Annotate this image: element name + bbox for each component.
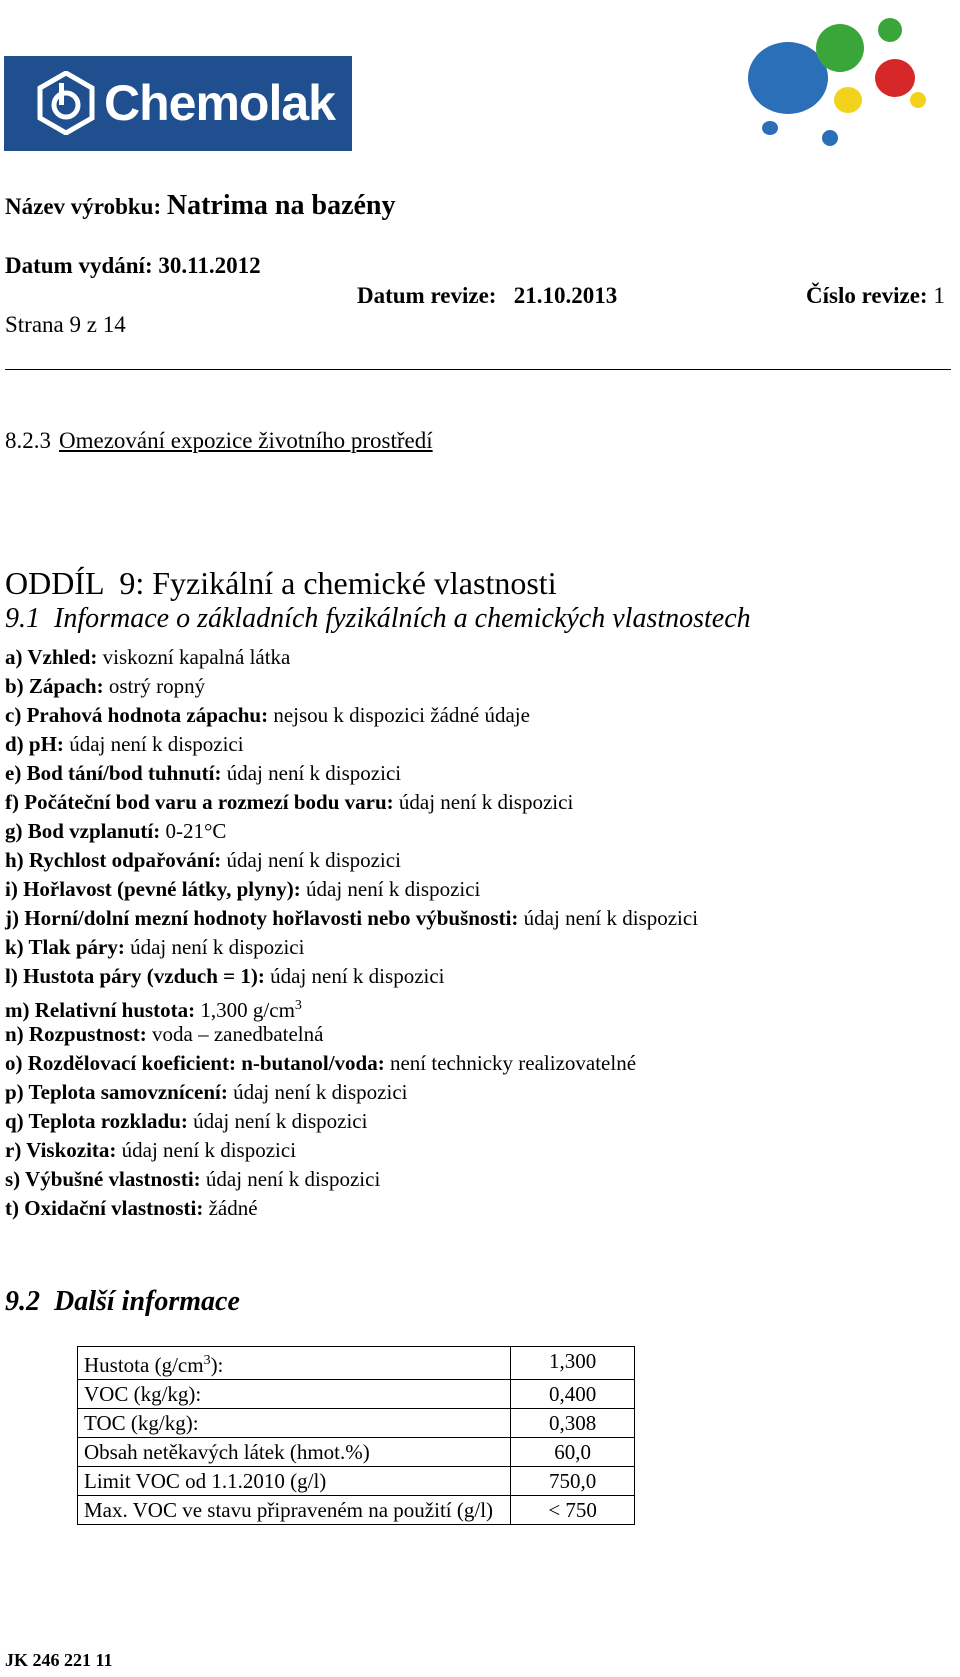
property-row (5, 1078, 698, 1107)
property-label: i) Hořlavost (pevné látky, plyny): (5, 877, 307, 901)
property-label: h) Rychlost odpařování: (5, 848, 227, 872)
property-row (5, 817, 698, 846)
property-value: údaj není k dispozici (205, 1167, 381, 1191)
property-label: m) Relativní hustota: (5, 998, 201, 1022)
table-row (78, 1467, 635, 1496)
property-row (5, 933, 698, 962)
property-value: údaj není k dispozici (226, 761, 402, 785)
property-value: ostrý ropný (108, 674, 206, 698)
revision-date: Datum revize: 21.10.2013 (357, 283, 618, 308)
property-row (5, 1136, 698, 1165)
section-title: ODDÍL 9: Fyzikální a chemické vlastnosti (5, 565, 557, 601)
property-label: t) Oxidační vlastnosti: (5, 1196, 209, 1220)
table-cell-label (78, 1347, 511, 1380)
property-value: voda – zanedbatelná (152, 1022, 324, 1046)
table-label-text: TOC (kg/kg): (84, 1411, 199, 1435)
table-cell-value: 0,308 (511, 1409, 635, 1438)
table-cell-value: 750,0 (511, 1467, 635, 1496)
table-label-text: Obsah netěkavých látek (hmot.%) (84, 1440, 370, 1464)
chemolak-emblem-icon (34, 71, 98, 135)
subsection-9-2-title: 9.2 Další informace (5, 1286, 240, 1317)
footer-code: JK 246 221 11 (5, 1650, 113, 1670)
property-label: d) pH: (5, 732, 70, 756)
property-label: s) Výbušné vlastnosti: (5, 1167, 206, 1191)
property-value: údaj není k dispozici (193, 1109, 368, 1133)
table-label-suffix: ): (210, 1353, 224, 1377)
table-cell-label (78, 1496, 511, 1525)
property-superscript: 3 (294, 998, 302, 1013)
table-label-text: Max. VOC ve stavu připraveném na použití (g/l) (84, 1498, 494, 1522)
property-row (5, 643, 698, 672)
property-value: údaj není k dispozici (69, 732, 244, 756)
property-label: a) Vzhled: (5, 645, 103, 669)
product-name-line (5, 190, 396, 222)
table-cell-label (78, 1409, 511, 1438)
table-cell-value: 60,0 (511, 1438, 635, 1467)
property-label: f) Počáteční bod varu a rozmezí bodu varu: (5, 790, 399, 814)
properties-list (5, 643, 698, 1223)
property-row (5, 672, 698, 701)
property-label: n) Rozpustnost: (5, 1022, 153, 1046)
revision-label: Číslo revize: (806, 283, 928, 308)
property-label: b) Zápach: (5, 674, 109, 698)
property-row (5, 1107, 698, 1136)
issue-date: Datum vydání: 30.11.2012 (5, 253, 261, 278)
revision-value: 1 (927, 283, 945, 308)
subsection-9-1-title: 9.1 Informace o základních fyzikálních a chemických vlastnostech (5, 603, 751, 634)
property-row (5, 788, 698, 817)
property-label: c) Prahová hodnota zápachu: (5, 703, 274, 727)
table-cell-label (78, 1380, 511, 1409)
table-label-text: Hustota (g/cm (84, 1353, 204, 1377)
property-label: o) Rozdělovací koeficient: n-butanol/voda: (5, 1051, 390, 1075)
table-label-superscript: 3 (203, 1353, 211, 1368)
table-cell-value: 0,400 (511, 1380, 635, 1409)
property-value: žádné (208, 1196, 258, 1220)
company-logo (4, 56, 352, 151)
property-row (5, 846, 698, 875)
table-label-text: Limit VOC od 1.1.2010 (g/l) (84, 1469, 327, 1493)
subsection-title: Omezování expozice životního prostředí (59, 428, 433, 453)
property-row (5, 1194, 698, 1223)
product-label: Název výrobku: (5, 194, 167, 219)
property-row (5, 1165, 698, 1194)
property-row (5, 730, 698, 759)
property-value: není technicky realizovatelné (389, 1051, 637, 1075)
property-label: j) Horní/dolní mezní hodnoty hořlavosti nebo výbušnosti: (5, 906, 524, 930)
property-value: 1,300 g/cm (200, 998, 295, 1022)
property-value: údaj není k dispozici (523, 906, 699, 930)
product-name: Natrima na bazény (166, 190, 396, 221)
property-value: údaj není k dispozici (130, 935, 305, 959)
property-value: údaj není k dispozici (233, 1080, 408, 1104)
subsection-8-2-3 (5, 428, 433, 454)
color-drops-icon (740, 8, 940, 158)
table-row (78, 1496, 635, 1525)
page-info: Strana 9 z 14 (5, 312, 126, 337)
property-label: e) Bod tání/bod tuhnutí: (5, 761, 227, 785)
property-value: údaj není k dispozici (226, 848, 401, 872)
table-row (78, 1347, 635, 1380)
table-row (78, 1409, 635, 1438)
property-row (5, 875, 698, 904)
property-label: p) Teplota samovznícení: (5, 1080, 234, 1104)
property-row (5, 759, 698, 788)
property-label: r) Viskozita: (5, 1138, 122, 1162)
property-row (5, 1020, 698, 1049)
property-value: údaj není k dispozici (398, 790, 574, 814)
subsection-number: 8.2.3 (5, 428, 51, 453)
property-value: viskozní kapalná látka (102, 645, 291, 669)
revision-number (806, 283, 945, 309)
property-value: údaj není k dispozici (270, 964, 445, 988)
property-row (5, 904, 698, 933)
property-row (5, 962, 698, 991)
logo-text: Chemolak (104, 75, 335, 131)
table-cell-value: < 750 (511, 1496, 635, 1525)
property-value: nejsou k dispozici žádné údaje (273, 703, 530, 727)
table-row (78, 1438, 635, 1467)
table-cell-value: 1,300 (511, 1347, 635, 1380)
additional-info-table (77, 1346, 635, 1525)
property-value: údaj není k dispozici (121, 1138, 297, 1162)
property-row (5, 701, 698, 730)
property-label: k) Tlak páry: (5, 935, 131, 959)
property-value: 0-21°C (165, 819, 227, 843)
property-row (5, 1049, 698, 1078)
table-cell-label (78, 1438, 511, 1467)
property-label: q) Teplota rozkladu: (5, 1109, 194, 1133)
table-row (78, 1380, 635, 1409)
property-label: g) Bod vzplanutí: (5, 819, 166, 843)
property-label: l) Hustota páry (vzduch = 1): (5, 964, 271, 988)
table-cell-label (78, 1467, 511, 1496)
header-divider (5, 369, 951, 370)
property-row (5, 991, 698, 1020)
table-label-text: VOC (kg/kg): (84, 1382, 202, 1406)
property-value: údaj není k dispozici (306, 877, 481, 901)
